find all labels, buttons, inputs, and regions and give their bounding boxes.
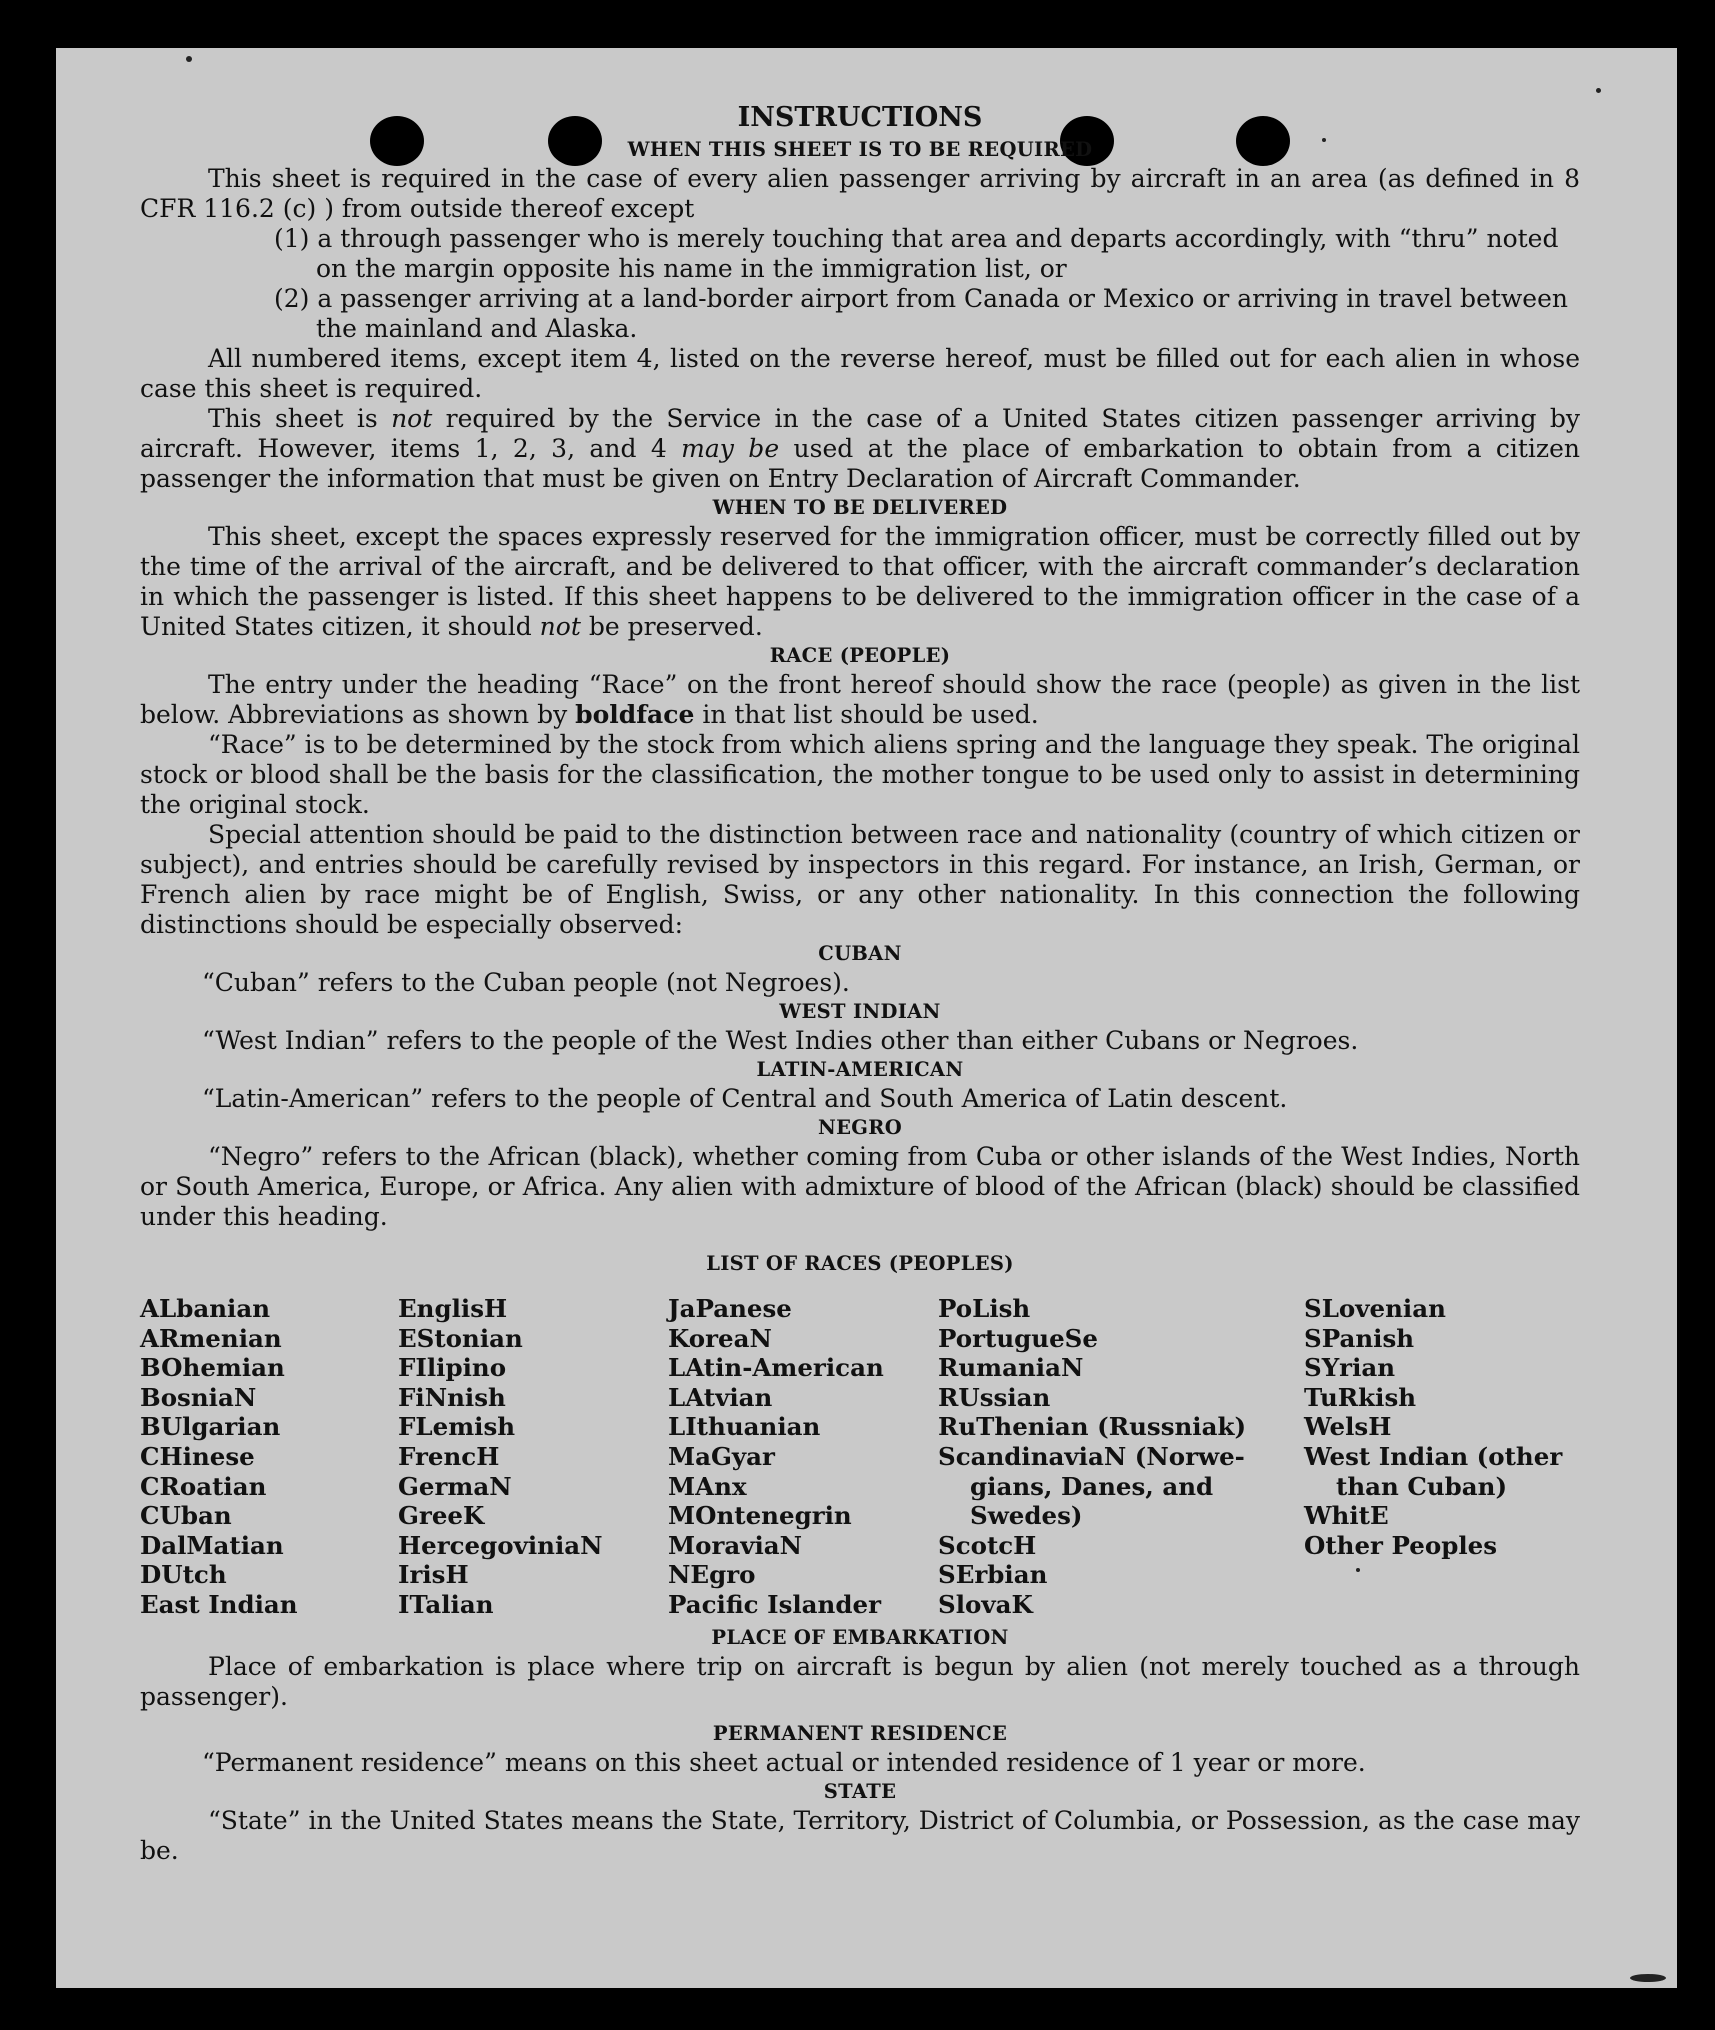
race-entry: FIlipino: [398, 1353, 507, 1383]
section-heading-residence: PERMANENT RESIDENCE: [712, 1721, 1008, 1745]
exception-item-1: (1) a through passenger who is merely touching that area and departs accordingly, with “thru” noted on the margin opposite his name in the immigration list, or: [274, 224, 1559, 283]
race-entry: BUlgarian: [140, 1412, 281, 1442]
race-entry: WelsH: [1304, 1412, 1392, 1442]
race-entry: Pacific Islander: [668, 1589, 881, 1619]
race-entry: ALbanian: [140, 1294, 271, 1323]
section-heading-race: RACE (PEOPLE): [769, 644, 951, 667]
text-run: be preserved.: [580, 612, 763, 641]
race-entry: SLovenian: [1304, 1294, 1446, 1323]
race-entry: FLemish: [398, 1412, 516, 1442]
section-heading-list-of-races: LIST OF RACES (PEOPLES): [706, 1252, 1014, 1275]
speck: [186, 56, 192, 62]
race-entry: ScandinaviaN (Norwe-: [938, 1441, 1245, 1471]
race-entry: NEgro: [668, 1560, 756, 1590]
text-run: This sheet, except the spaces expressly reserved for the immigration officer, must be correctly filled out by the time of the arrival of the aircraft, and be delivered to that officer, with the aircraft commander’s declaration in which the passenger is listed. If this sheet happens to be delivered to the immigration officer in the case of a United States citizen, it should: [140, 522, 1580, 641]
race-entry: RUssian: [938, 1382, 1051, 1412]
race-entry: GermaN: [398, 1471, 512, 1501]
race-paragraph-2: “Race” is to be determined by the stock from which aliens spring and the language they speak. The original stock or blood shall be the basis for the classification, the mother tongue to be used only to assist in determining the original stock.: [140, 730, 1580, 819]
race-entry: LIthuanian: [668, 1412, 821, 1442]
residence-definition: “Permanent residence” means on this sheet actual or intended residence of 1 year or more.: [202, 1747, 1366, 1777]
race-paragraph-3: Special attention should be paid to the distinction between race and nationality (country of which citizen or subject), and entries should be carefully revised by inspectors in this regard. For instance, an Irish, German, or French alien by race might be of English, Swiss, or any other nationality. In this connection the following distinctions should be especially observed:: [140, 820, 1580, 939]
race-entry: BOhemian: [140, 1353, 285, 1383]
emphasis: not: [539, 612, 581, 641]
race-entry: RumaniaN: [938, 1353, 1084, 1383]
west-indian-definition: “West Indian” refers to the people of the West Indies other than either Cubans or Negroes.: [202, 1026, 1359, 1055]
race-entry: East Indian: [140, 1589, 298, 1619]
race-entry: SPanish: [1304, 1323, 1415, 1353]
instructions-content: [140, 100, 1580, 1866]
races-column-2: [398, 1294, 668, 1620]
race-entry: BosniaN: [140, 1382, 257, 1412]
section-heading-state: STATE: [823, 1779, 897, 1803]
section-heading-cuban: CUBAN: [818, 942, 902, 965]
races-column-1: [140, 1294, 398, 1620]
section-heading-embarkation: PLACE OF EMBARKATION: [711, 1625, 1009, 1649]
race-entry: RuThenian (Russniak): [938, 1412, 1247, 1442]
race-paragraph-1: [140, 670, 1580, 730]
race-entry: MoraviaN: [668, 1530, 803, 1560]
race-entry: HercegoviniaN: [398, 1530, 603, 1560]
text-run: used at the place of embarkation to obtain from a citizen passenger the information that must be given on Entry Declaration of Aircraft Commander.: [140, 434, 1580, 493]
race-entry: CRoatian: [140, 1471, 267, 1501]
race-entry: West Indian (other: [1304, 1441, 1563, 1471]
section-heading-negro: NEGRO: [817, 1116, 903, 1139]
cuban-definition: “Cuban” refers to the Cuban people (not Negroes).: [202, 968, 850, 997]
race-entry: MaGyar: [668, 1441, 775, 1471]
race-entry: CUban: [140, 1501, 232, 1531]
race-entry: PoLish: [938, 1294, 1031, 1323]
required-paragraph-2: All numbered items, except item 4, listed on the reverse hereof, must be filled out for each alien in whose case this sheet is required.: [140, 344, 1580, 403]
race-entry: IrisH: [398, 1560, 469, 1590]
race-entry: ITalian: [398, 1589, 494, 1619]
race-entry-continued: Swedes): [970, 1501, 1083, 1531]
race-entry: JaPanese: [668, 1294, 792, 1323]
exception-item-2: (2) a passenger arriving at a land-border airport from Canada or Mexico or arriving in travel between the mainland and Alaska.: [274, 284, 1568, 343]
race-entry: WhitE: [1304, 1501, 1389, 1531]
race-entry: SYrian: [1304, 1353, 1396, 1383]
text-run: required by the Service in the case of a United States citizen passenger arriving by aircraft. However, items 1, 2, 3, and 4: [140, 404, 1580, 463]
races-column-4: [938, 1294, 1304, 1620]
boldface-word: boldface: [575, 700, 695, 729]
race-entry: FrencH: [398, 1441, 500, 1471]
race-entry: DalMatian: [140, 1530, 284, 1560]
section-heading-required: WHEN THIS SHEET IS TO BE REQUIRED: [627, 138, 1093, 161]
section-heading-delivered: WHEN TO BE DELIVERED: [712, 496, 1008, 519]
race-entry: SlovaK: [938, 1589, 1033, 1619]
race-entry-continued: gians, Danes, and: [970, 1471, 1214, 1501]
race-entry: EStonian: [398, 1323, 523, 1353]
text-run: This sheet is: [208, 404, 392, 433]
speck: [1596, 88, 1601, 93]
race-entry: TuRkish: [1304, 1382, 1417, 1412]
state-definition: “State” in the United States means the State, Territory, District of Columbia, or Possession, as the case may be.: [140, 1805, 1580, 1865]
race-entry: SErbian: [938, 1560, 1048, 1590]
section-heading-west-indian: WEST INDIAN: [779, 1000, 941, 1023]
text-run: The entry under the heading “Race” on the front hereof should show the race (people) as given in the list below. Abbreviations as shown by: [140, 670, 1580, 729]
race-entry: ScotcH: [938, 1530, 1037, 1560]
section-heading-latin-american: LATIN-AMERICAN: [756, 1058, 964, 1081]
race-entry: PortugueSe: [938, 1323, 1098, 1353]
race-entry: ARmenian: [140, 1323, 282, 1353]
race-entry: EnglisH: [398, 1294, 508, 1323]
page-title: INSTRUCTIONS: [737, 102, 983, 133]
emphasis: may be: [681, 434, 780, 463]
races-column-5: [1304, 1294, 1580, 1620]
embarkation-definition: Place of embarkation is place where trip on aircraft is begun by alien (not merely touched as a through passenger).: [140, 1651, 1580, 1711]
text-run: in that list should be used.: [694, 700, 1039, 729]
race-entry-continued: than Cuban): [1336, 1471, 1508, 1501]
race-entry: DUtch: [140, 1560, 227, 1590]
race-entry: Other Peoples: [1304, 1530, 1498, 1560]
race-entry: FiNnish: [398, 1382, 506, 1412]
race-entry: LAtin-American: [668, 1353, 884, 1383]
delivered-paragraph: [140, 522, 1580, 642]
latin-american-definition: “Latin-American” refers to the people of Central and South America of Latin descent.: [202, 1084, 1288, 1113]
emphasis: not: [391, 404, 433, 433]
race-entry: MOntenegrin: [668, 1501, 852, 1531]
race-entry: LAtvian: [668, 1382, 773, 1412]
negro-definition: “Negro” refers to the African (black), whether coming from Cuba or other islands of the West Indies, North or South America, Europe, or Africa. Any alien with admixture of blood of the African (black) should be classified under this heading.: [140, 1142, 1580, 1231]
required-paragraph-1: This sheet is required in the case of every alien passenger arriving by aircraft in an area (as defined in 8 CFR 116.2 (c) ) from outside thereof except: [140, 164, 1580, 223]
required-paragraph-3: [140, 404, 1580, 494]
race-entry: GreeK: [398, 1501, 485, 1531]
races-column-3: [668, 1294, 938, 1620]
speck: [1630, 1974, 1666, 1982]
race-entry: MAnx: [668, 1471, 747, 1501]
race-entry: CHinese: [140, 1441, 255, 1471]
races-list: [140, 1294, 1580, 1620]
race-entry: KoreaN: [668, 1323, 772, 1353]
